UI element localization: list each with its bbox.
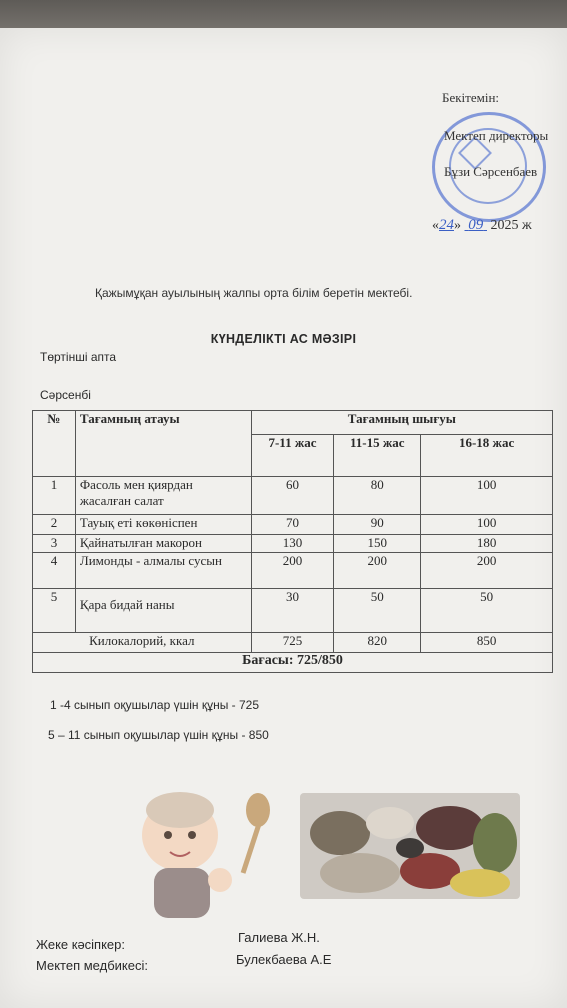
price-value: Бағасы: 725/850 [33,653,553,673]
kcal-row [33,633,553,653]
row-dish: Қайнатылған макорон [75,535,251,553]
header-num: № [33,411,76,477]
nurse-name: Булекбаева А.Е [236,952,332,967]
nurse-role: Мектеп медбикесі: [36,958,148,973]
header-yield: Тағамның шығуы [251,411,552,435]
row-value: 130 [251,535,334,553]
row-value: 90 [334,515,421,535]
row-value: 100 [421,515,553,535]
row-value: 100 [421,477,553,515]
approval-date: «24» 09 2025 ж [432,217,532,233]
row-num: 5 [33,589,76,633]
kcal-value: 820 [334,633,421,653]
row-num: 2 [33,515,76,535]
row-dish: Лимонды - алмалы сусын [75,553,251,589]
entrepreneur-name: Галиева Ж.Н. [238,930,320,945]
row-dish: Тауық еті көкөніспен [75,515,251,535]
approval-position: Мектеп директоры [444,128,549,143]
row-num: 3 [33,535,76,553]
approval-label: Бекітемін: [442,90,500,105]
kcal-label: Килокалорий, ккал [33,633,252,653]
row-num: 1 [33,477,76,515]
header-age-16-18: 16-18 жас [421,435,553,477]
row-value: 50 [421,589,553,633]
row-value: 60 [251,477,334,515]
row-value: 50 [334,589,421,633]
row-value: 30 [251,589,334,633]
kcal-value: 850 [421,633,553,653]
table-row [33,535,553,553]
entrepreneur-role: Жеке кәсіпкер: [36,937,126,952]
header-age-11-15: 11-15 жас [334,435,421,477]
price-row [33,653,553,673]
row-value: 200 [421,553,553,589]
table-row [33,515,553,535]
food-photo [300,793,520,899]
price-note-1-4: 1 -4 сынып оқушылар үшін құны - 725 [50,698,260,712]
day-label: Сәрсенбі [40,388,91,402]
header-age-7-11: 7-11 жас [251,435,334,477]
approval-name: Бұзи Сәрсенбаев [444,164,538,179]
row-value: 180 [421,535,553,553]
school-name: Қажымұқан ауылының жалпы орта білім беретін мектебі. [95,286,413,300]
row-num: 4 [33,553,76,589]
kcal-value: 725 [251,633,334,653]
week-label: Төртінші апта [40,350,117,364]
menu-table [32,410,553,673]
row-value: 200 [334,553,421,589]
price-note-5-11: 5 – 11 сынып оқушылар үшін құны - 850 [48,728,269,742]
row-dish: Қара бидай наны [75,589,251,633]
boy-with-spoon-illustration [120,780,280,920]
table-row [33,477,553,515]
page-title: КҮНДЕЛІКТІ АС МӘЗІРІ [210,332,357,346]
row-dish: Фасоль мен қиярдан жасалған салат [75,477,251,515]
row-value: 80 [334,477,421,515]
row-value: 70 [251,515,334,535]
table-row [33,553,553,589]
row-value: 200 [251,553,334,589]
row-value: 150 [334,535,421,553]
table-row [33,589,553,633]
header-dish-name: Тағамның атауы [75,411,251,477]
